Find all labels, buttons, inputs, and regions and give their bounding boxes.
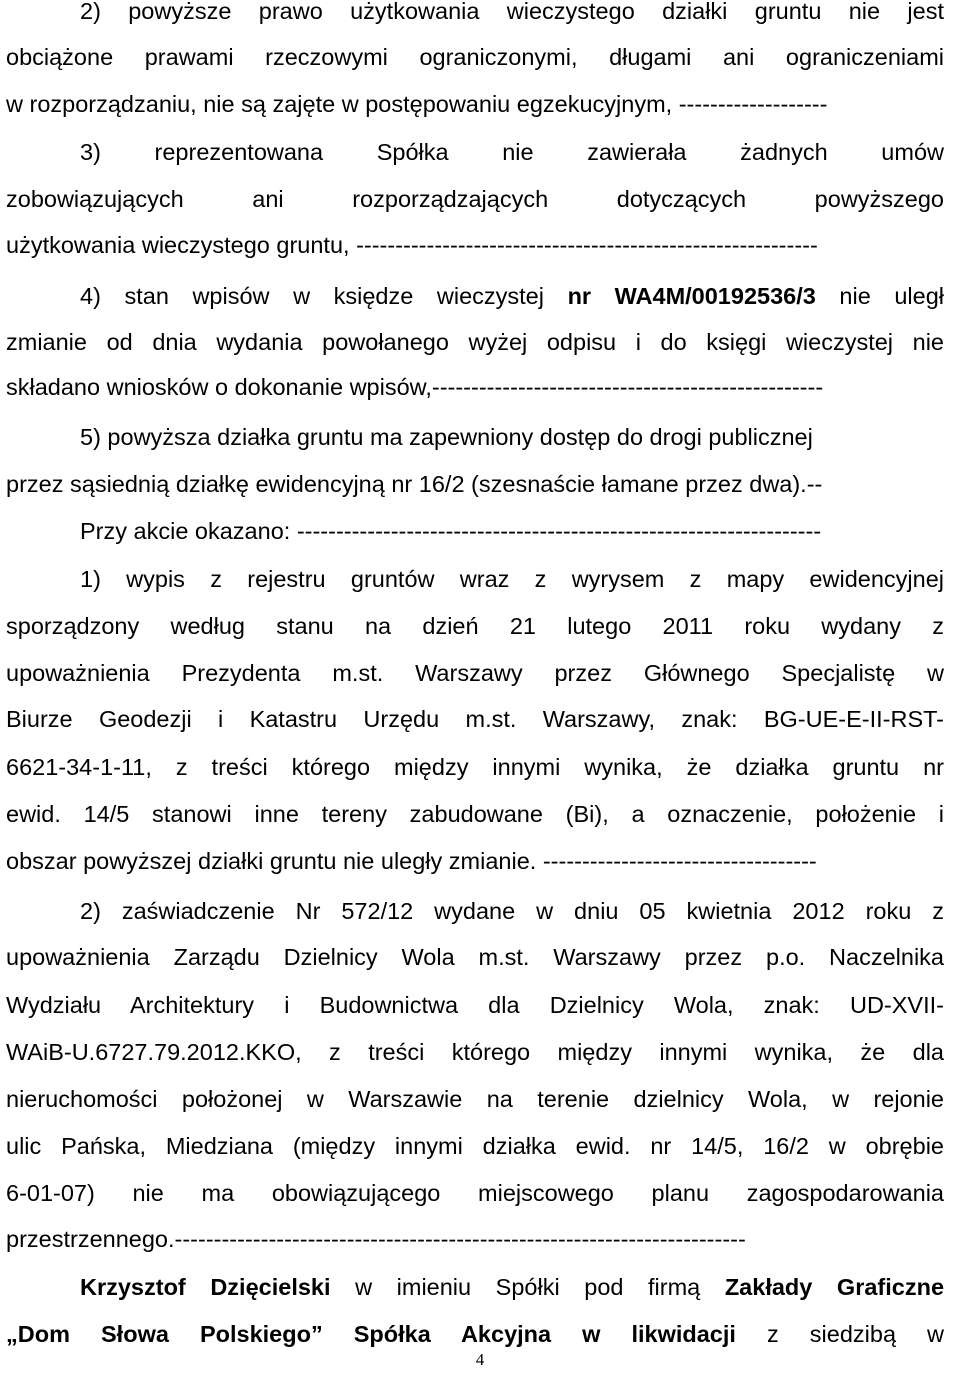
text-line: „Dom Słowa Polskiego” Spółka Akcyjna w likwidacji z siedzibą w bbox=[6, 1321, 944, 1347]
text-line: przez sąsiednią działkę ewidencyjną nr 16/2 (szesnaście łamane przez dwa).-- bbox=[6, 471, 823, 497]
page-number: 4 bbox=[475, 1350, 485, 1369]
text-line: nieruchomości położonej w Warszawie na terenie dzielnicy Wola, w rejonie bbox=[6, 1086, 944, 1112]
text-line: upoważnienia Zarządu Dzielnicy Wola m.st. Warszawy przez p.o. Naczelnika bbox=[6, 944, 944, 970]
text-line: ewid. 14/5 stanowi inne tereny zabudowane (Bi), a oznaczenie, położenie i bbox=[6, 801, 944, 827]
text-line: 5) powyższa działka gruntu ma zapewniony dostęp do drogi publicznej bbox=[80, 424, 813, 450]
text-line: obszar powyższej działki gruntu nie uległy zmianie. ----------------------------------- bbox=[6, 848, 817, 874]
text-line: Krzysztof Dzięcielski w imieniu Spółki pod firmą Zakłady Graficzne bbox=[80, 1274, 944, 1300]
text-line: zmianie od dnia wydania powołanego wyżej odpisu i do księgi wieczystej nie bbox=[6, 329, 944, 355]
text-line: 2) powyższe prawo użytkowania wieczystego działki gruntu nie jest bbox=[80, 0, 944, 24]
text-line: 1) wypis z rejestru gruntów wraz z wyrysem z mapy ewidencyjnej bbox=[80, 566, 944, 592]
text-line: użytkowania wieczystego gruntu, ----------------------------------------------------------- bbox=[6, 232, 818, 258]
text-line: obciążone prawami rzeczowymi ograniczonymi, długami ani ograniczeniami bbox=[6, 44, 944, 70]
text-line: 2) zaświadczenie Nr 572/12 wydane w dniu 05 kwietnia 2012 roku z bbox=[80, 898, 944, 924]
person-name: Krzysztof Dzięcielski bbox=[80, 1274, 331, 1300]
company-name-part-2: „Dom Słowa Polskiego” Spółka Akcyjna w likwidacji bbox=[6, 1321, 736, 1347]
text-line: ulic Pańska, Miedziana (między innymi działka ewid. nr 14/5, 16/2 w obrębie bbox=[6, 1133, 944, 1159]
text-line: przestrzennego.------------------------------------------------------------------------- bbox=[6, 1226, 746, 1252]
text-line: składano wniosków o dokonanie wpisów,-------------------------------------------------- bbox=[6, 374, 824, 400]
text-line: Przy akcie okazano: ------------------------------------------------------------------- bbox=[80, 518, 822, 544]
text-line: upoważnienia Prezydenta m.st. Warszawy przez Głównego Specjalistę w bbox=[6, 660, 944, 686]
text-line: 6621-34-1-11, z treści którego między innymi wynika, że działka gruntu nr bbox=[6, 754, 944, 780]
text-line: zobowiązujących ani rozporządzających dotyczących powyższego bbox=[6, 186, 944, 212]
text-line: 6-01-07) nie ma obowiązującego miejscowego planu zagospodarowania bbox=[6, 1180, 944, 1206]
text-line: 4) stan wpisów w księdze wieczystej nr WA4M/00192536/3 nie uległ bbox=[80, 283, 944, 309]
company-name-part-1: Zakłady Graficzne bbox=[724, 1274, 944, 1300]
text-line: sporządzony według stanu na dzień 21 lutego 2011 roku wydany z bbox=[6, 613, 944, 639]
land-register-number: nr WA4M/00192536/3 bbox=[567, 283, 816, 309]
text-line: WAiB-U.6727.79.2012.KKO, z treści którego między innymi wynika, że dla bbox=[6, 1039, 944, 1065]
text-line: Biurze Geodezji i Katastru Urzędu m.st. Warszawy, znak: BG-UE-E-II-RST- bbox=[6, 706, 944, 732]
text-line: Wydziału Architektury i Budownictwa dla Dzielnicy Wola, znak: UD-XVII- bbox=[6, 992, 944, 1018]
text-line: w rozporządzaniu, nie są zajęte w postępowaniu egzekucyjnym, ------------------- bbox=[6, 91, 828, 117]
text-line: 3) reprezentowana Spółka nie zawierała żadnych umów bbox=[80, 139, 944, 165]
